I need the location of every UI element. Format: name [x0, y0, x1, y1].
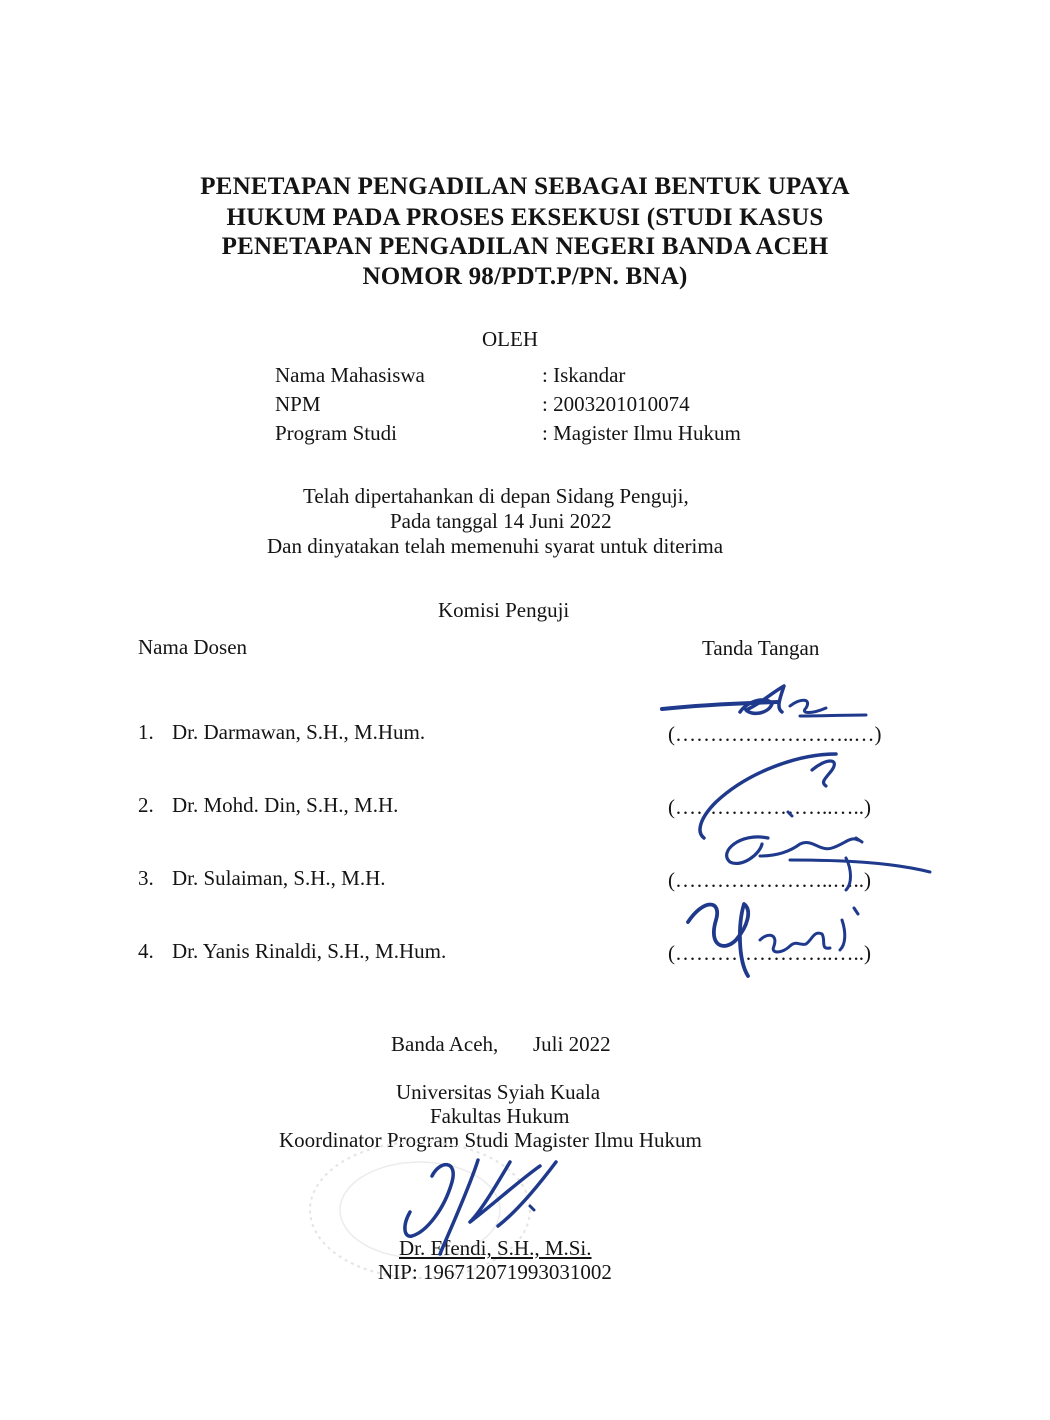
defense-line: Dan dinyatakan telah memenuhi syarat untuk diterima [267, 534, 724, 558]
committee-heading: Komisi Penguji [438, 598, 570, 622]
student-value: : Magister Ilmu Hukum [542, 421, 741, 445]
coordinator-nip: NIP: 196712071993031002 [378, 1260, 612, 1284]
oleh-label: OLEH [482, 327, 538, 351]
coordinator-name: Dr. Efendi, S.H., M.Si. [399, 1236, 592, 1260]
examiner-number: 2. [138, 793, 154, 817]
signature-blank: (……………………..…) [668, 722, 882, 746]
student-label: Program Studi [275, 421, 397, 445]
title-line: PENETAPAN PENGADILAN SEBAGAI BENTUK UPAYA [200, 173, 850, 200]
defense-line: Pada tanggal 14 Juni 2022 [390, 509, 612, 533]
signature-blank: (…………………..…..) [668, 868, 871, 892]
signature-1 [662, 686, 866, 716]
institution-line: Fakultas Hukum [430, 1104, 570, 1128]
student-value: : Iskandar [542, 363, 626, 387]
title-line: NOMOR 98/PDT.P/PN. BNA) [362, 263, 688, 290]
date-label: Juli 2022 [533, 1032, 611, 1056]
title-line: HUKUM PADA PROSES EKSEKUSI (STUDI KASUS [226, 204, 824, 231]
column-name-header: Nama Dosen [138, 635, 248, 659]
column-sign-header: Tanda Tangan [702, 636, 820, 660]
institution-line: Universitas Syiah Kuala [396, 1080, 601, 1104]
signature-blank: (…………………..…..) [668, 941, 871, 965]
student-label: NPM [275, 392, 321, 416]
student-value: : 2003201010074 [542, 392, 690, 416]
examiner-number: 1. [138, 720, 154, 744]
examiner-name: Dr. Darmawan, S.H., M.Hum. [172, 720, 426, 744]
examiner-number: 3. [138, 866, 154, 890]
signature-blank: (…………………..…..) [668, 795, 871, 819]
examiner-name: Dr. Yanis Rinaldi, S.H., M.Hum. [172, 939, 447, 963]
title-line: PENETAPAN PENGADILAN NEGERI BANDA ACEH [221, 233, 829, 260]
examiner-name: Dr. Mohd. Din, S.H., M.H. [172, 793, 399, 817]
student-label: Nama Mahasiswa [275, 363, 425, 387]
examiner-number: 4. [138, 939, 154, 963]
defense-line: Telah dipertahankan di depan Sidang Penguji, [303, 484, 689, 508]
institution-line: Koordinator Program Studi Magister Ilmu Hukum [279, 1128, 702, 1152]
examiner-name: Dr. Sulaiman, S.H., M.H. [172, 866, 386, 890]
place-label: Banda Aceh, [391, 1032, 499, 1056]
